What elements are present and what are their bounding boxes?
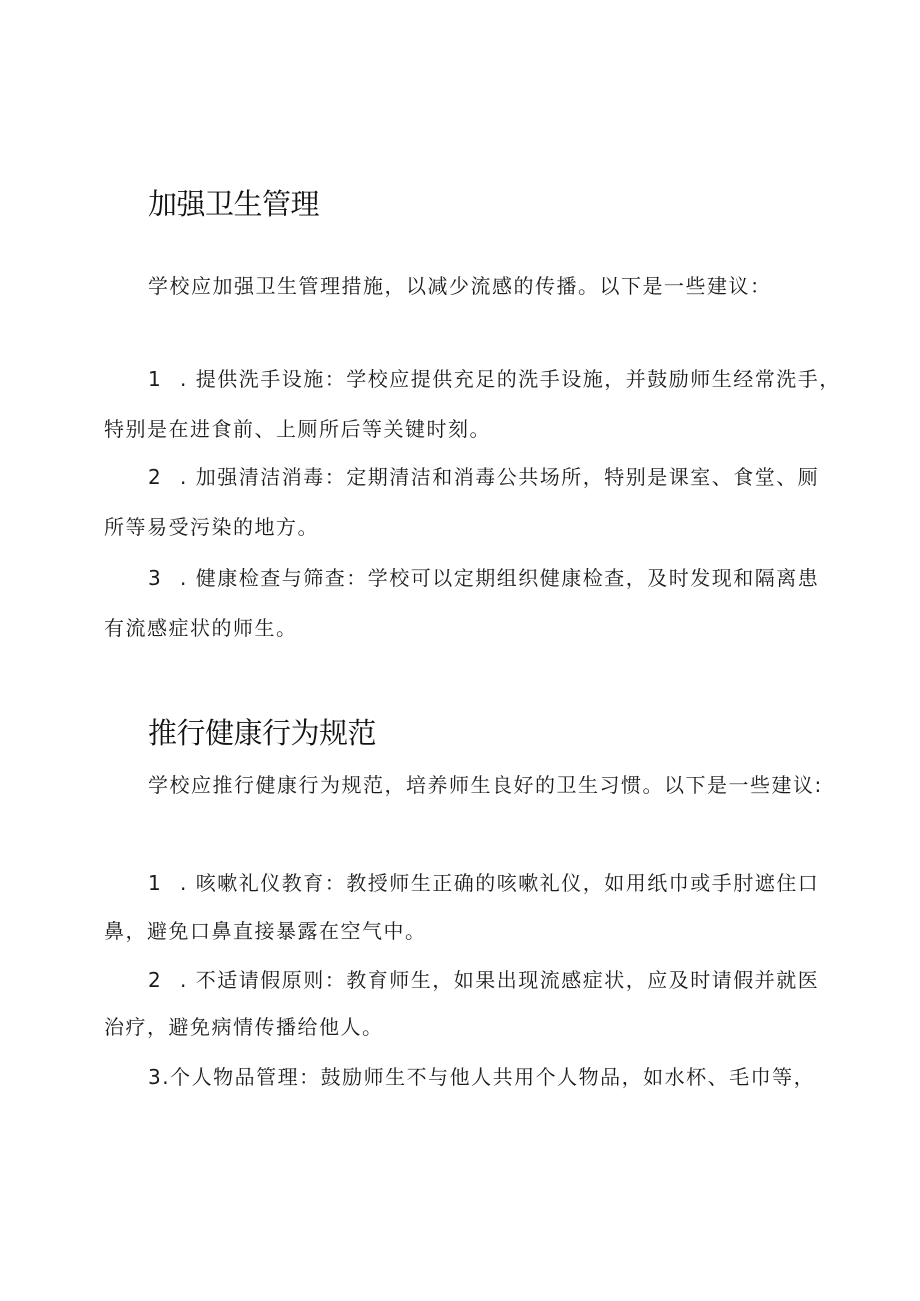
list-item-6-line-1 xyxy=(148,1067,815,1087)
list-item-number: 2 xyxy=(148,465,163,489)
list-item-3-line-2: 有流感症状的师生。 xyxy=(104,616,298,640)
list-item-2-line-1 xyxy=(148,467,819,487)
list-item-5-line-1 xyxy=(148,970,819,990)
list-item-2-line-2: 所等易受污染的地方。 xyxy=(104,515,319,539)
list-item-1-line-1 xyxy=(148,369,841,389)
list-item-number: 3. xyxy=(148,1065,171,1089)
list-item-text: . 提供洗手设施：学校应提供充足的洗手设施，并鼓励师生经常洗手， xyxy=(180,367,841,391)
list-item-number: 2 xyxy=(148,968,163,992)
list-item-5-line-2: 治疗，避免病情传播给他人。 xyxy=(104,1015,384,1039)
list-item-4-line-2: 鼻，避免口鼻直接暴露在空气中。 xyxy=(104,919,427,943)
list-item-number: 3 xyxy=(148,566,163,590)
list-item-text: . 健康检查与筛查：学校可以定期组织健康检查，及时发现和隔离患 xyxy=(180,566,820,590)
list-item-number: 1 xyxy=(148,871,163,895)
list-item-number: 1 xyxy=(148,367,163,391)
list-item-4-line-1 xyxy=(148,873,819,893)
section-title-behavior: 推行健康行为规范 xyxy=(148,716,377,750)
list-item-3-line-1 xyxy=(148,568,819,588)
list-item-text: . 加强清洁消毒：定期清洁和消毒公共场所，特别是课室、食堂、厕 xyxy=(180,465,820,489)
list-item-text: . 咳嗽礼仪教育：教授师生正确的咳嗽礼仪，如用纸巾或手肘遮住口 xyxy=(180,871,820,895)
section-title-hygiene: 加强卫生管理 xyxy=(148,187,320,221)
section-intro-behavior: 学校应推行健康行为规范，培养师生良好的卫生习惯。以下是一些建议: xyxy=(148,773,823,797)
list-item-text: 个人物品管理：鼓励师生不与他人共用个人物品，如水杯、毛巾等， xyxy=(170,1065,816,1089)
section-intro-hygiene: 学校应加强卫生管理措施，以减少流感的传播。以下是一些建议： xyxy=(148,274,772,298)
list-item-1-line-2: 特别是在进食前、上厕所后等关键时刻。 xyxy=(104,417,491,441)
list-item-text: . 不适请假原则：教育师生，如果出现流感症状，应及时请假并就医 xyxy=(180,968,820,992)
